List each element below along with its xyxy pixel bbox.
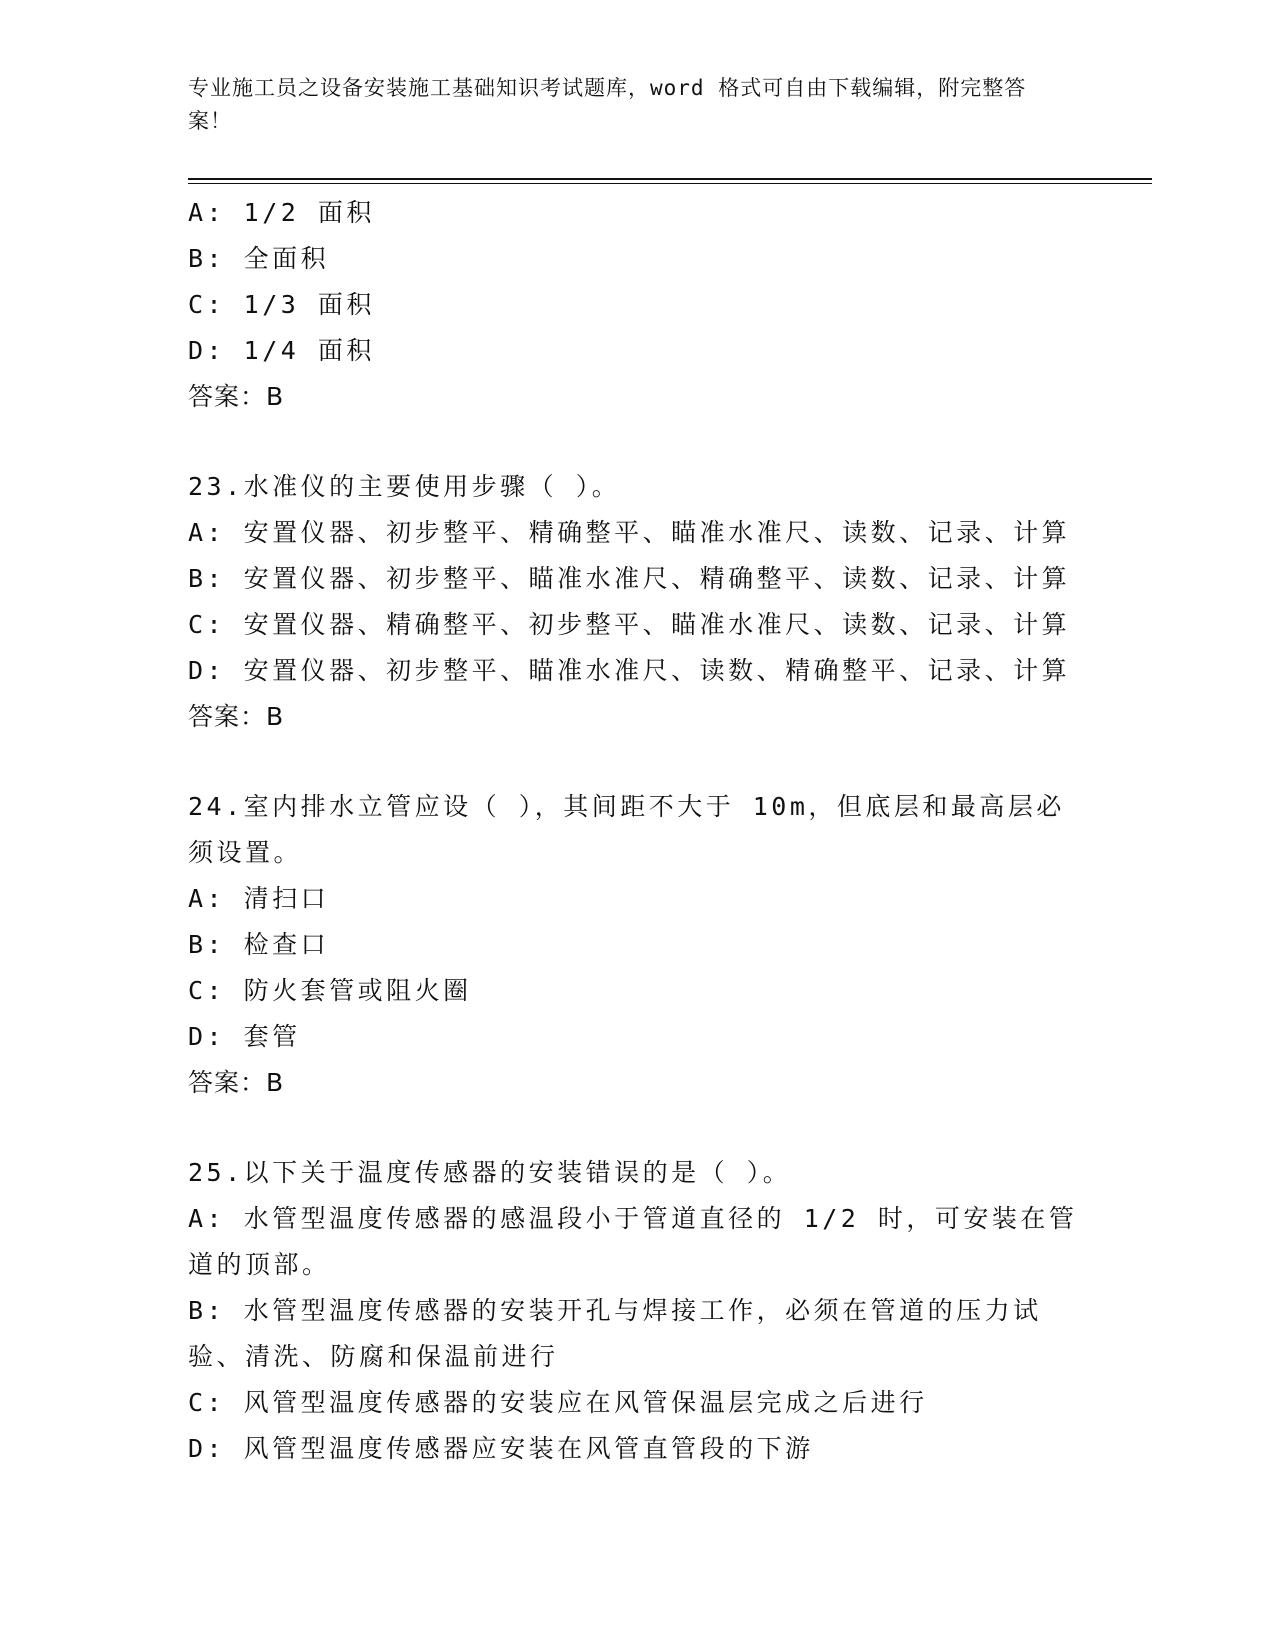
- answer-text: 答案：B: [188, 1068, 285, 1097]
- spacer: [188, 1106, 1088, 1150]
- question-text: 24.室内排水立管应设（ ），其间距不大于 10m，但底层和最高层必须设置。: [188, 792, 1065, 867]
- spacer: [188, 740, 1088, 784]
- option-a: A: 安置仪器、初步整平、精确整平、瞄准水准尺、读数、记录、计算: [188, 518, 1071, 547]
- header-divider-thin: [188, 183, 1152, 184]
- header-intro-text: 专业施工员之设备安装施工基础知识考试题库，word 格式可自由下载编辑，附完整答案！: [188, 76, 1027, 133]
- document-header: [188, 72, 1068, 138]
- option-a: A: 清扫口: [188, 884, 330, 913]
- option-d: D: 安置仪器、初步整平、瞄准水准尺、读数、精确整平、记录、计算: [188, 656, 1071, 685]
- option-c: C: 风管型温度传感器的安装应在风管保温层完成之后进行: [188, 1388, 928, 1417]
- option-c: C: 防火套管或阻火圈: [188, 976, 472, 1005]
- question-text: 23.水准仪的主要使用步骤（ ）。: [188, 472, 621, 501]
- option-d: D: 1/4 面积: [188, 336, 375, 365]
- option-c: C: 1/3 面积: [188, 290, 375, 319]
- option-d: D: 套管: [188, 1022, 301, 1051]
- option-a: A: 1/2 面积: [188, 198, 375, 227]
- question-24: [188, 784, 1088, 1106]
- option-b: B: 检查口: [188, 930, 330, 959]
- option-d: D: 风管型温度传感器应安装在风管直管段的下游: [188, 1434, 814, 1463]
- spacer: [188, 420, 1088, 464]
- option-a: A: 水管型温度传感器的感温段小于管道直径的 1/2 时，可安装在管道的顶部。: [188, 1204, 1078, 1279]
- option-b: B: 水管型温度传感器的安装开孔与焊接工作，必须在管道的压力试验、清洗、防腐和保温前进行: [188, 1296, 1042, 1371]
- option-c: C: 安置仪器、精确整平、初步整平、瞄准水准尺、读数、记录、计算: [188, 610, 1071, 639]
- option-b: B: 全面积: [188, 244, 330, 273]
- question-22-tail: [188, 190, 1088, 420]
- question-list: [188, 190, 1088, 1472]
- question-23: [188, 464, 1088, 740]
- option-b: B: 安置仪器、初步整平、瞄准水准尺、精确整平、读数、记录、计算: [188, 564, 1071, 593]
- answer-text: 答案：B: [188, 382, 285, 411]
- answer-text: 答案：B: [188, 702, 285, 731]
- question-25: [188, 1150, 1088, 1472]
- header-divider-thick: [188, 178, 1152, 180]
- question-text: 25.以下关于温度传感器的安装错误的是（ ）。: [188, 1158, 792, 1187]
